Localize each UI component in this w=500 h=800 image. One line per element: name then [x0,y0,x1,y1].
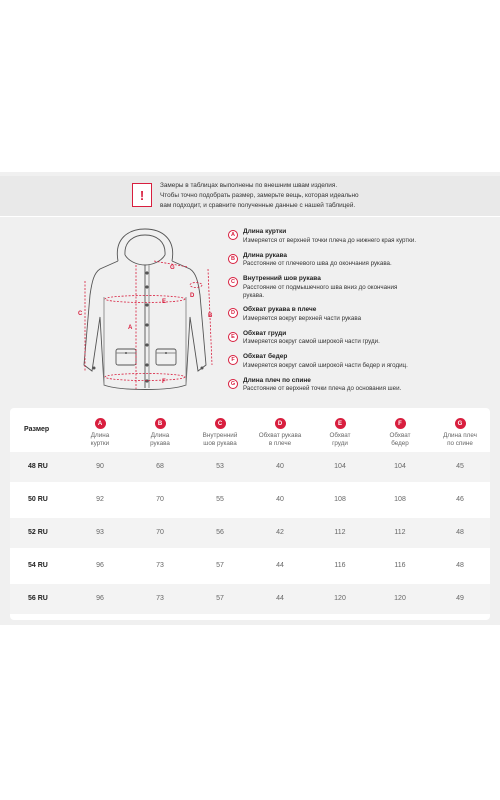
table-row [10,485,490,515]
table-row [10,452,490,482]
notice-text [160,181,390,211]
table-cell: 73 [156,562,164,569]
legend-title: Обхват груди [243,329,287,337]
table-cell: 48 [456,529,464,536]
column-label: куртки [90,439,110,447]
letter-badge: C [228,277,238,287]
divider [0,216,500,217]
table-cell: 112 [334,529,346,536]
notice-line: Чтобы точно подобрать размер, замерьте вещь, которая идеально [160,192,359,199]
legend-desc: Измеряется от верхней точки плеча до нижнего края куртки. [243,236,417,244]
table-cell: 55 [216,496,224,503]
legend-item [228,306,498,330]
legend-title: Обхват бедер [243,353,288,360]
table-cell: 120 [334,595,346,602]
legend-desc: Расстояние от верхней точки плеча до основания шеи. [243,385,402,392]
letter-badge: G [228,379,238,389]
size-column-header: Размер [24,426,50,433]
legend-title: Длина плеч по спине [243,376,311,384]
table-cell: 68 [156,463,164,470]
diagram-label-e: E [162,299,167,305]
table-cell: 40 [276,496,284,503]
diagram-label-c: C [78,311,83,317]
table-cell: 104 [334,463,346,470]
table-row [10,584,490,614]
table-cell: 96 [96,562,104,569]
row-size: 52 RU [28,529,48,536]
table-cell: 57 [216,562,224,569]
table-cell: 104 [394,463,406,470]
column-label: бедер [391,439,409,447]
column-label: Обхват рукава [258,432,302,439]
jacket-diagram [70,225,220,403]
letter-badge: E [335,418,346,429]
column-label: Длина [150,432,170,439]
row-size: 50 RU [28,496,48,503]
table-cell: 120 [394,595,406,602]
legend-desc: Измеряется вокруг верхней части рукава [243,314,362,322]
table-cell: 49 [456,595,464,602]
letter-badge: B [228,254,238,264]
letter-badge: F [395,418,406,429]
diagram-label-d: D [190,293,195,299]
column-header-d [250,418,310,447]
table-cell: 96 [96,595,104,602]
measurement-legend [228,228,498,400]
legend-title: Внутренний шов рукава [243,275,321,282]
exclamation-icon: ! [132,183,152,207]
row-size: 56 RU [28,595,48,602]
legend-title: Длина рукава [243,251,287,259]
table-cell: 92 [96,496,104,503]
column-label: Обхват [329,432,351,439]
column-header-e [310,418,370,447]
table-cell: 40 [276,463,284,470]
letter-badge: D [228,308,238,318]
table-cell: 45 [456,463,464,470]
legend-item [228,330,498,354]
letter-badge: E [228,332,238,342]
legend-item [228,252,498,276]
table-cell: 70 [156,529,164,536]
column-label: шов рукава [203,439,237,447]
legend-title: Длина куртки [243,228,287,235]
column-header-f [370,418,430,447]
row-size: 48 RU [28,463,48,470]
legend-desc: Расстояние от плечевого шва до окончания рукава. [243,260,392,267]
table-cell: 44 [276,562,284,569]
diagram-label-a: A [128,325,133,331]
table-cell: 108 [334,496,346,503]
legend-desc: Расстояние от подмышечного шва вниз до окончания [243,283,398,291]
table-cell: 93 [96,529,104,536]
table-cell: 116 [394,562,406,569]
table-cell: 57 [216,595,224,602]
letter-badge: A [228,230,238,240]
column-header-b [130,418,190,447]
diagram-label-b: B [208,313,213,319]
table-cell: 112 [394,529,406,536]
table-cell: 46 [456,496,464,503]
notice-line: Замеры в таблицах выполнены по внешним швам изделия. [160,182,338,189]
letter-badge: A [95,418,106,429]
column-label: груди [332,439,348,447]
column-header-c [190,418,250,447]
column-label: в плече [268,439,292,447]
table-row [10,551,490,581]
legend-desc: Измеряется вокруг самой широкой части груди. [243,338,380,345]
table-row [10,518,490,548]
table-cell: 53 [216,463,224,470]
legend-item [228,377,498,401]
column-label: Обхват [389,432,411,439]
table-cell: 90 [96,463,104,470]
column-header-g [430,418,490,447]
table-cell: 56 [216,529,224,536]
diagram-label-f: F [162,379,166,385]
column-label: Длина плеч [443,432,477,439]
table-cell: 42 [276,529,284,536]
table-cell: 70 [156,496,164,503]
column-label: по спине [447,439,473,447]
column-label: Внутренний [202,432,238,439]
legend-item [228,353,498,377]
legend-desc: рукава. [243,292,265,299]
table-cell: 44 [276,595,284,602]
row-size: 54 RU [28,562,48,569]
legend-item [228,275,498,306]
letter-badge: D [275,418,286,429]
column-header-a [70,418,130,447]
legend-item [228,228,498,252]
column-label: рукава [150,439,170,447]
table-cell: 116 [334,562,346,569]
letter-badge: G [455,418,466,429]
letter-badge: C [215,418,226,429]
column-label: Длина [90,432,110,439]
notice-line: вам подходит, и сравните полученные данные с нашей таблицей. [160,202,356,209]
table-cell: 48 [456,562,464,569]
letter-badge: B [155,418,166,429]
size-table [10,408,490,620]
table-cell: 73 [156,595,164,602]
legend-title: Обхват рукава в плече [243,306,317,313]
legend-desc: Измеряется вокруг самой широкой части бедер и ягодиц. [243,361,408,369]
letter-badge: F [228,355,238,365]
table-cell: 108 [394,496,406,503]
diagram-label-g: G [170,265,175,271]
